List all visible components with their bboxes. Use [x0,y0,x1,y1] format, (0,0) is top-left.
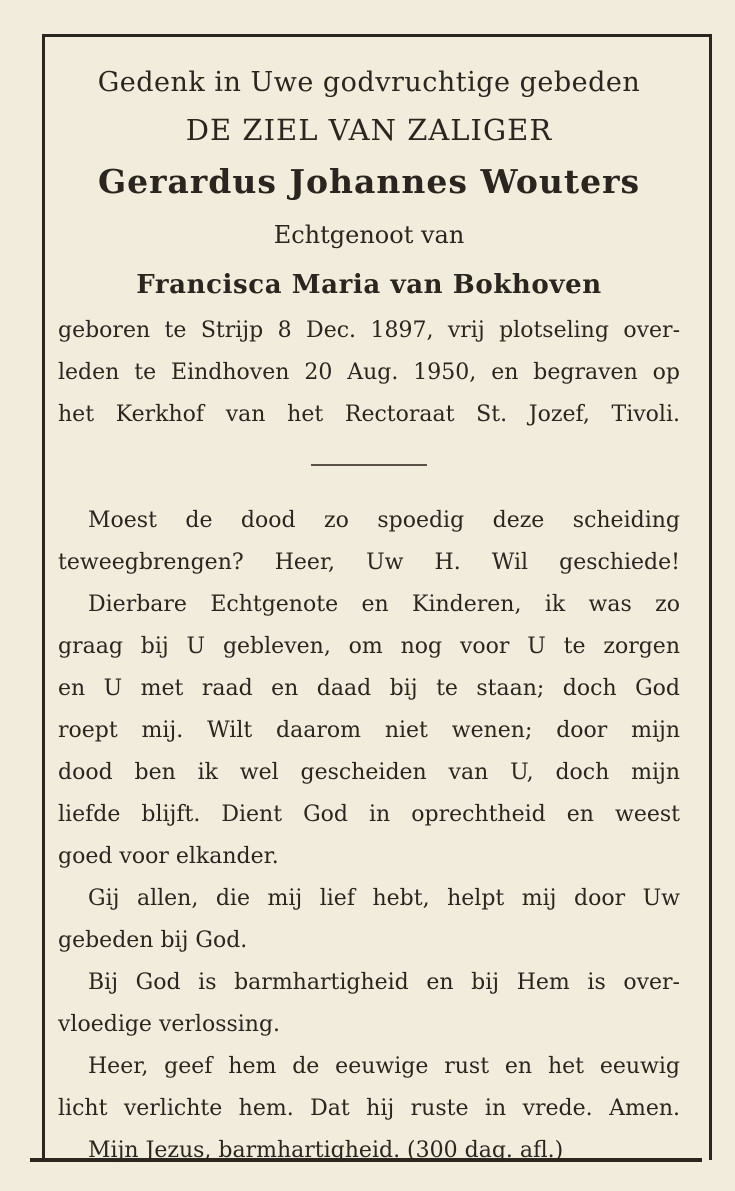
spouse-label: Echtgenoot van [273,221,465,249]
prayer-paragraph [58,878,680,962]
spouse-name: Francisca Maria van Bokhoven [136,270,602,300]
prayer-line: en U met raad en daad bij te staan; doch God [58,676,680,701]
prayer-line: graag bij U gebleven, om nog voor U te zorgen [58,634,680,659]
bio-line: leden te Eindhoven 20 Aug. 1950, en begraven op [58,360,680,385]
prayer-line: liefde blijft. Dient God in oprechtheid en weest [58,802,680,827]
prayer-line: roept mij. Wilt daarom niet wenen; door mijn [58,718,680,743]
prayer-line: goed voor elkander. [58,844,279,869]
prayer-line: Moest de dood zo spoedig deze scheiding [88,508,680,533]
ziel-heading: DE ZIEL VAN ZALIGER [185,113,553,147]
biography [58,310,680,436]
prayer-paragraph [58,1046,680,1130]
prayer-line: Dierbare Echtgenote en Kinderen, ik was zo [88,592,680,617]
prayer-line: dood ben ik wel gescheiden van U, doch mijn [58,760,680,785]
prayer-line: teweegbrengen? Heer, Uw H. Wil geschiede! [58,550,680,575]
bio-line: geboren te Strijp 8 Dec. 1897, vrij plotseling over- [58,318,680,343]
prayer-line: gebeden bij God. [58,928,248,953]
bio-line: het Kerkhof van het Rectoraat St. Jozef, Tivoli. [58,402,680,427]
prayer-line: Bij God is barmhartigheid en bij Hem is over- [88,970,680,995]
prayer-line: Heer, geef hem de eeuwige rust en het eeuwig [88,1054,680,1079]
prayer-paragraph [58,962,680,1046]
invocation-line: Gedenk in Uwe godvruchtige gebeden [97,67,641,98]
prayer-line: licht verlichte hem. Dat hij ruste in vrede. Amen. [58,1096,680,1121]
prayer-line: Mijn Jezus, barmhartigheid. (300 dag. afl.) [88,1138,564,1163]
prayer-paragraph [58,1130,680,1172]
prayer-line: Gij allen, die mij lief hebt, helpt mij door Uw [88,886,680,911]
prayer-paragraph [58,500,680,584]
prayer-line: vloedige verlossing. [58,1012,281,1037]
deceased-name: Gerardus Johannes Wouters [97,162,641,201]
prayer-paragraph [58,584,680,878]
card-content [58,60,680,1172]
separator-rule [311,464,427,466]
